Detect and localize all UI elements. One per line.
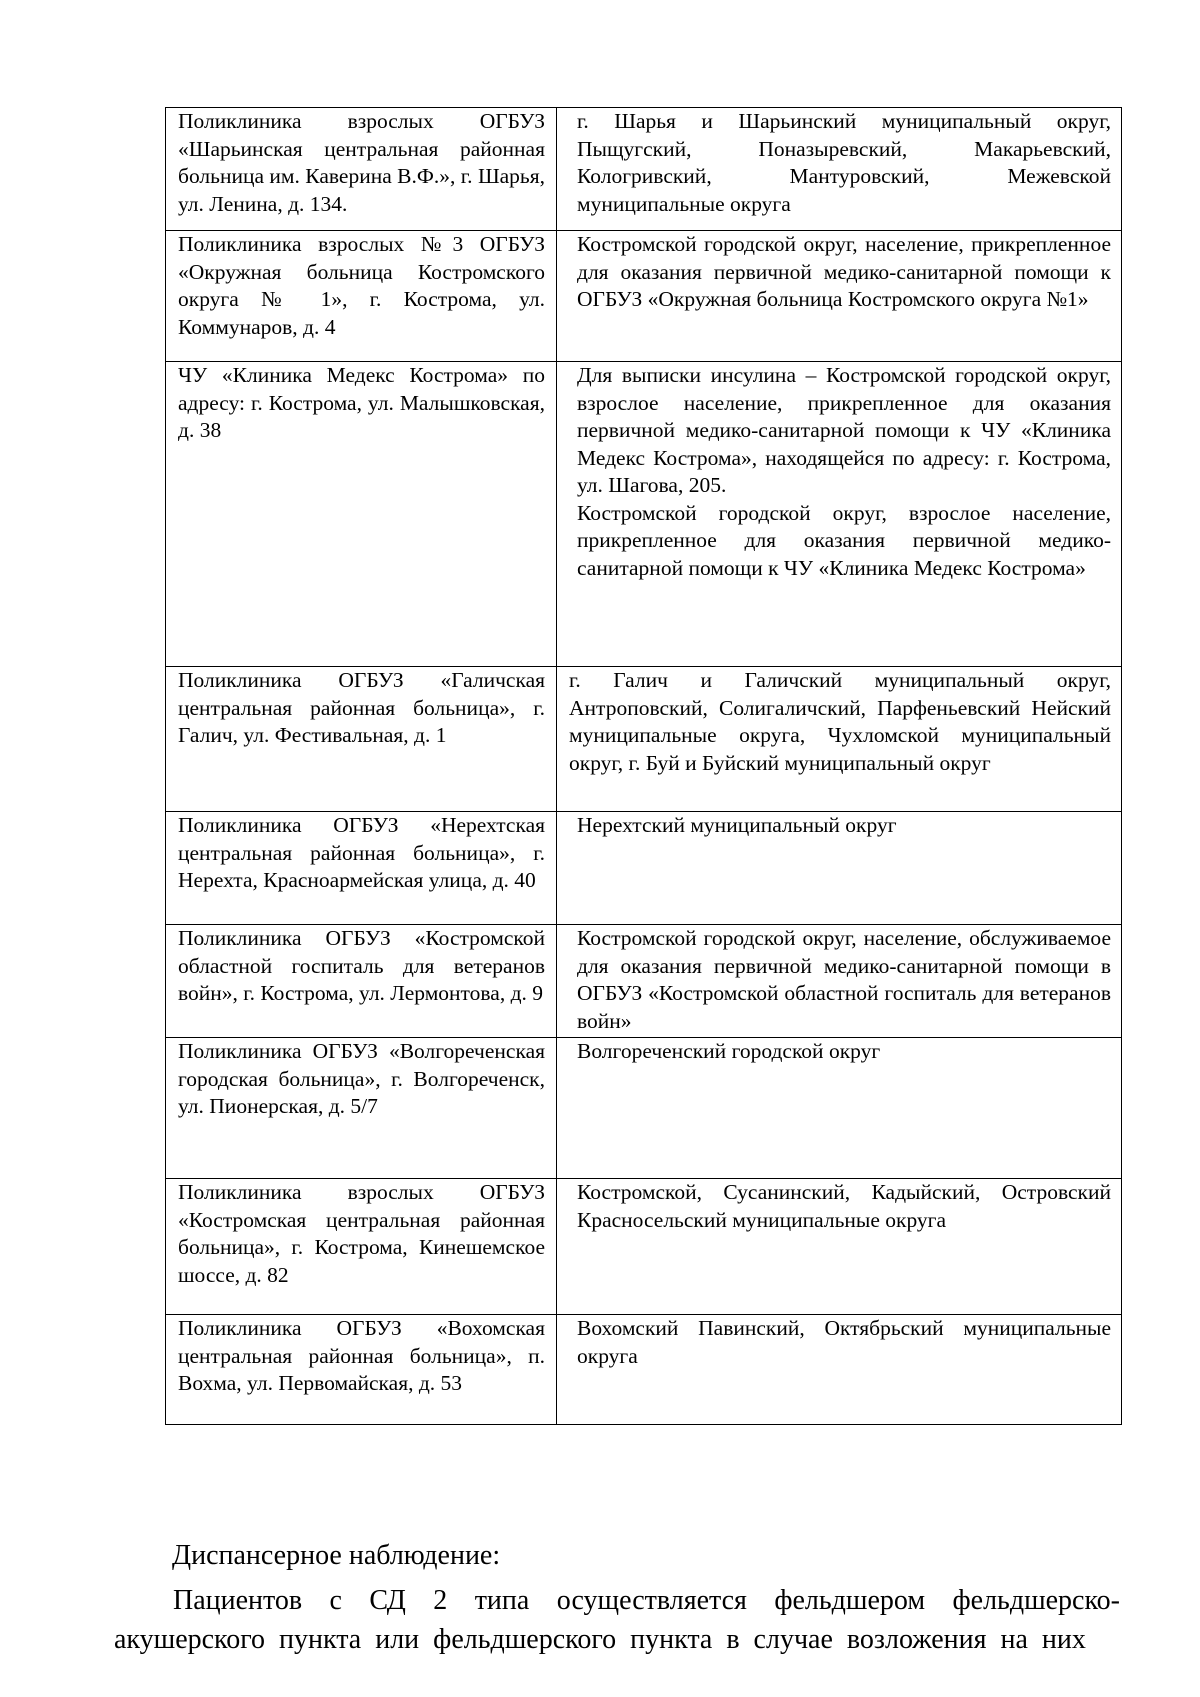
table-row [166,812,1122,925]
clinic-cell: Поликлиника ОГБУЗ «Нерехтская центральная районная больница», г. Нерехта, Красноармейская улица, д. 40 [166,812,557,925]
clinic-cell: Поликлиника взрослых ОГБУЗ «Костромская центральная районная больница», г. Кострома, Кинешемское шоссе, д. 82 [166,1179,557,1315]
table-row [166,1038,1122,1179]
table-row [166,231,1122,362]
clinic-cell: Поликлиника ОГБУЗ «Вохомская центральная районная больница», п. Вохма, ул. Первомайская, д. 53 [166,1315,557,1425]
table-row [166,1179,1122,1315]
clinic-cell: ЧУ «Клиника Медекс Кострома» по адресу: г. Кострома, ул. Малышковская, д. 38 [166,362,557,667]
table-row [166,362,1122,667]
table-row [166,667,1122,812]
clinic-cell: Поликлиника ОГБУЗ «Волгореченская городская больница», г. Волгореченск, ул. Пионерская, д. 5/7 [166,1038,557,1179]
hospital-assignment-table [165,107,1122,1425]
territory-cell [557,362,1122,667]
territory-text: Для выписки инсулина – Костромской городской округ, взрослое население, прикрепленное для оказания первичной медико-санитарной помощи к ЧУ «Клиника Медекс Кострома», находящейся по адресу: г. Кострома, ул. Шагова, 205. [577,363,1111,497]
territory-cell: Костромской городской округ, население, прикрепленное для оказания первичной медико-санитарной помощи к ОГБУЗ «Окружная больница Костромского округа №1» [557,231,1122,362]
territory-cell: Костромской, Сусанинский, Кадыйский, Островский Красносельский муниципальные округа [557,1179,1122,1315]
territory-cell: Нерехтский муниципальный округ [557,812,1122,925]
territory-text-extra: Костромской городской округ, взрослое население, прикрепленное для оказания первичной медико-санитарной помощи к ЧУ «Клиника Медекс Кострома» [577,500,1111,580]
territory-cell: г. Шарья и Шарьинский муниципальный округ, Пыщугский, Поназыревский, Макарьевский, Кологривский, Мантуровский, Межевской муниципальные округа [557,108,1122,231]
clinic-cell: Поликлиника ОГБУЗ «Галичская центральная районная больница», г. Галич, ул. Фестивальная, д. 1 [166,667,557,812]
clinic-cell: Поликлиника взрослых ОГБУЗ «Шарьинская центральная районная больница им. Каверина В.Ф.», г. Шарья, ул. Ленина, д. 134. [166,108,557,231]
clinic-cell: Поликлиника взрослых №3 ОГБУЗ «Окружная больница Костромского округа № 1», г. Кострома, ул. Коммунаров, д. 4 [166,231,557,362]
section-heading: Диспансерное наблюдение: [172,1540,501,1571]
territory-cell: г. Галич и Галичский муниципальный округ, Антроповский, Солигаличский, Парфеньевский Нейский муниципальные округа, Чухломской муниципальный округ, г. Буй и Буйский муниципальный округ [557,667,1122,812]
territory-cell: Волгореченский городской округ [557,1038,1122,1179]
table-row [166,1315,1122,1425]
territory-cell: Костромской городской округ, население, обслуживаемое для оказания первичной медико-санитарной помощи в ОГБУЗ «Костромской областной госпиталь для ветеранов войн» [557,925,1122,1038]
territory-cell: Вохомский Павинский, Октябрьский муниципальные округа [557,1315,1122,1425]
table-row [166,925,1122,1038]
body-paragraph: Пациентов с СД 2 типа осуществляется фельдшером фельдшерско-акушерского пункта или фельдшерского пункта в случае возложения на них [114,1585,1120,1655]
table-row [166,108,1122,231]
clinic-cell: Поликлиника ОГБУЗ «Костромской областной госпиталь для ветеранов войн», г. Кострома, ул. Лермонтова, д. 9 [166,925,557,1038]
